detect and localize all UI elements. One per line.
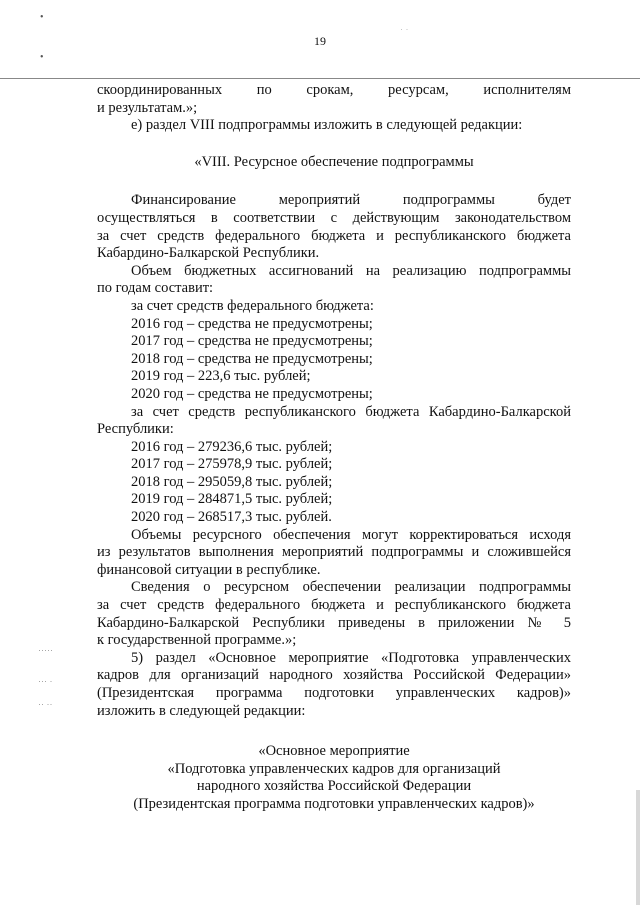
list-item: 2016 год – средства не предусмотрены; [131,315,373,332]
list-header: за счет средств федерального бюджета: [131,297,374,314]
heading-line: (Президентская программа подготовки управленческих кадров)» [133,795,535,812]
text-line: кадров для организаций народного хозяйства Российской Федерации» [97,667,571,684]
list-item: 2020 год – средства не предусмотрены; [131,385,373,402]
list-item: 2019 год – 223,6 тыс. рублей; [131,368,311,385]
document-body [97,82,571,720]
scan-margin-mark: ····· [38,645,53,655]
text-line: за счет средств федерального бюджета и республиканского бюджета [97,227,571,244]
text-line: Кабардино-Балкарской Республики приведены в приложении № 5 [97,614,571,631]
scan-noise: · · [400,24,409,34]
text-line: из результатов выполнения мероприятий подпрограммы и сложившейся [97,544,571,561]
scan-speck: • [40,12,44,23]
text-line: е) раздел VIII подпрограммы изложить в следующей редакции: [131,117,523,134]
scan-speck: • [40,52,44,63]
text-line: за счет средств федерального бюджета и республиканского бюджета [97,597,571,614]
scan-edge-shadow [636,790,640,905]
text-line: 5) раздел «Основное мероприятие «Подготовка управленческих [131,649,571,666]
final-heading [70,743,598,813]
text-line: изложить в следующей редакции: [97,702,306,719]
text-line: Сведения о ресурсном обеспечении реализации подпрограммы [131,579,571,596]
scan-margin-mark: ·· ·· [38,699,53,709]
heading-line: народного хозяйства Российской Федерации [196,778,472,795]
heading-line: «Подготовка управленческих кадров для организаций [167,760,501,777]
text-line: к государственной программе.»; [97,632,297,649]
list-item: 2019 год – 284871,5 тыс. рублей; [131,491,333,508]
list-item: 2018 год – средства не предусмотрены; [131,350,373,367]
text-line: по годам составит: [97,280,214,297]
text-line: Финансирование мероприятий подпрограммы будет [131,192,571,209]
list-item: 2016 год – 279236,6 тыс. рублей; [131,438,333,455]
list-item: 2018 год – 295059,8 тыс. рублей; [131,473,333,490]
text-line: Объемы ресурсного обеспечения могут корректироваться исходя [131,526,571,543]
scan-margin-mark: ··· · [38,676,53,686]
text-line: осуществляться в соответствии с действующим законодательством [97,209,571,226]
text-line: Объем бюджетных ассигнований на реализацию подпрограммы [131,262,571,279]
header-rule [0,78,640,79]
text-line: (Президентская программа подготовки управленческих кадров)» [97,685,571,701]
section-heading: «VIII. Ресурсное обеспечение подпрограммы [194,153,474,170]
list-item: 2020 год – 268517,3 тыс. рублей. [131,509,332,526]
list-item: 2017 год – 275978,9 тыс. рублей; [131,456,333,473]
text-line: скоординированных по срокам, ресурсам, исполнителям [97,82,571,98]
list-item: 2017 год – средства не предусмотрены; [131,333,373,350]
text-line: Республики: [97,421,174,438]
text-line: и результатам.»; [97,99,198,116]
text-line: финансовой ситуации в республике. [97,561,321,578]
text-line: Кабардино-Балкарской Республики. [97,245,320,262]
page-number: 19 [314,34,326,48]
heading-line: «Основное мероприятие [258,743,410,759]
list-header: за счет средств республиканского бюджета Кабардино-Балкарской [131,403,571,420]
